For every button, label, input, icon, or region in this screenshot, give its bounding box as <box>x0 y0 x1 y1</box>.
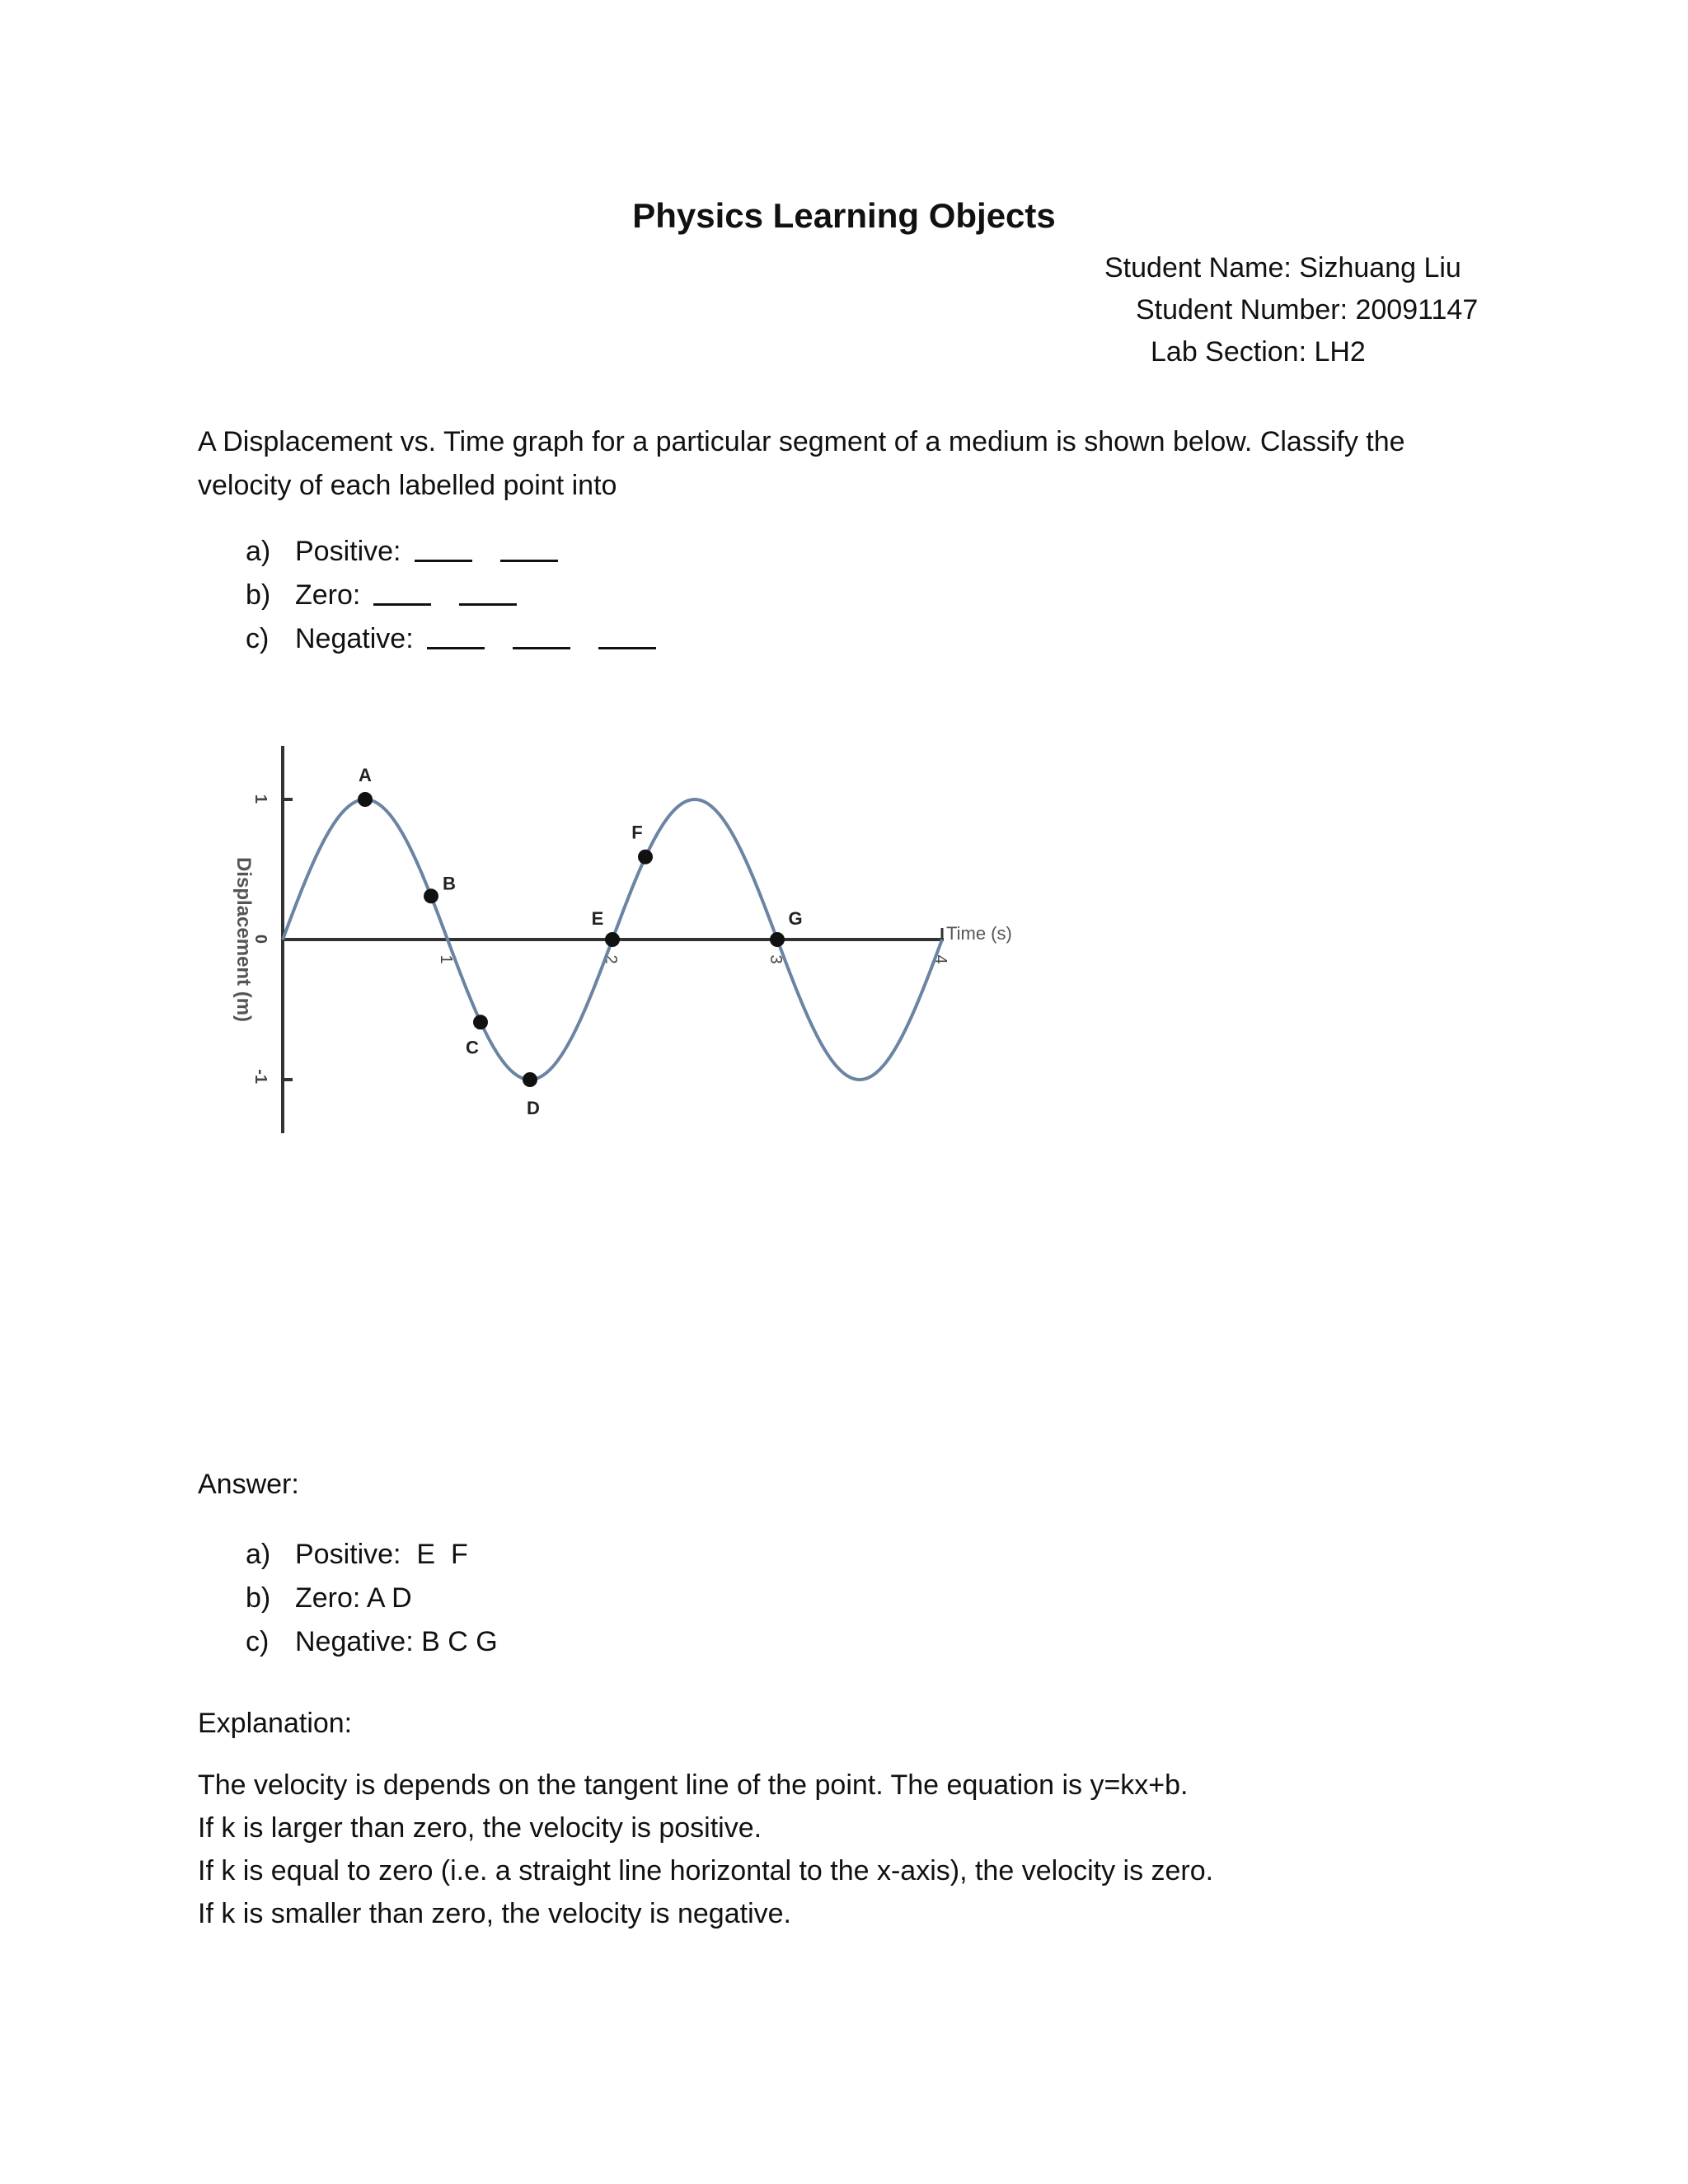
explanation-line: If k is larger than zero, the velocity is positive. <box>198 1812 762 1844</box>
point-e <box>605 932 620 947</box>
point-label-a: A <box>359 765 372 785</box>
point-f <box>638 850 653 865</box>
explanation-line: If k is equal to zero (i.e. a straight line horizontal to the x-axis), the velocity is zero. <box>198 1855 1214 1886</box>
answer-list <box>246 1533 498 1664</box>
answer-text: Positive: E F <box>295 1539 468 1570</box>
y-tick-label: -1 <box>251 1069 270 1084</box>
point-b <box>424 888 438 903</box>
explanation-body <box>198 1764 1517 1935</box>
option-marker: b) <box>246 579 271 611</box>
student-number: Student Number: 20091147 <box>1136 294 1479 326</box>
student-name: Student Name: Sizhuang Liu <box>1104 252 1461 284</box>
x-tick-label: 4 <box>931 954 950 964</box>
point-label-e: E <box>591 908 604 929</box>
answer-heading: Answer: <box>198 1469 299 1500</box>
answer-zero <box>246 1577 498 1620</box>
point-label-f: F <box>631 822 643 843</box>
answer-text: Negative: B C G <box>295 1626 498 1657</box>
x-axis-label: Time (s) <box>946 923 1012 944</box>
answer-marker: b) <box>246 1582 271 1614</box>
point-d <box>523 1072 537 1087</box>
point-label-b: B <box>443 873 456 894</box>
answer-positive <box>246 1533 498 1577</box>
x-tick-label: 3 <box>767 954 785 964</box>
point-a <box>358 792 373 807</box>
point-g <box>770 932 785 947</box>
point-label-c: C <box>466 1037 479 1058</box>
answer-marker: c) <box>246 1626 270 1657</box>
explanation-heading: Explanation: <box>198 1708 353 1739</box>
answer-marker: a) <box>246 1539 271 1570</box>
option-marker: c) <box>246 623 270 654</box>
y-axis-label: Displacement (m) <box>232 856 255 1023</box>
x-tick-label: 2 <box>602 954 620 964</box>
explanation-line: If k is smaller than zero, the velocity is negative. <box>198 1898 791 1929</box>
answer-text: Zero: A D <box>295 1582 412 1614</box>
answer-negative <box>246 1620 498 1664</box>
explanation-line: The velocity is depends on the tangent line of the point. The equation is y=kx+b. <box>198 1769 1189 1801</box>
point-label-d: D <box>527 1098 540 1118</box>
question-line-2: velocity of each labelled point into <box>198 470 617 501</box>
point-c <box>473 1015 488 1029</box>
option-label: Zero: <box>295 579 361 611</box>
lab-section: Lab Section: LH2 <box>1151 336 1366 368</box>
option-label: Positive: <box>295 536 401 567</box>
option-label: Negative: <box>295 623 414 654</box>
y-tick-label: 0 <box>251 934 270 944</box>
point-label-g: G <box>788 908 803 929</box>
x-tick-label: 1 <box>437 954 455 964</box>
question-line-1: A Displacement vs. Time graph for a particular segment of a medium is shown below. Classify the <box>198 426 1405 457</box>
option-marker: a) <box>246 536 271 567</box>
y-tick-label: 1 <box>251 794 270 804</box>
page-title: Physics Learning Objects <box>632 196 1056 235</box>
